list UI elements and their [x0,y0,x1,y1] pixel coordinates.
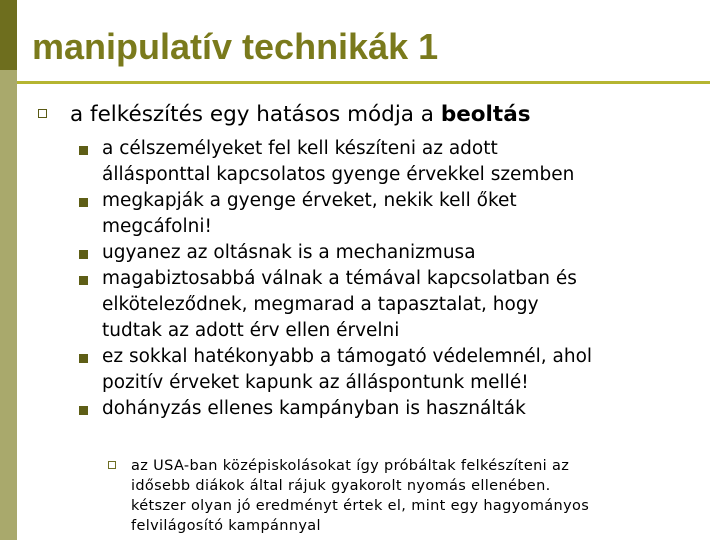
title-divider [17,81,710,84]
sub-bullet-text: ugyanez az oltásnak is a mechanizmusa [102,242,476,263]
filled-square-icon [79,406,88,415]
filled-square-icon [79,276,88,285]
sub-bullet-text: a célszemélyeket fel kell készíteni az adott állásponttal kapcsolatos gyenge érvekkel szemben [102,138,575,185]
filled-square-icon [79,146,88,155]
sub-bullet [79,240,699,266]
third-level-bullet [108,456,708,536]
sub-bullet [79,266,699,344]
filled-square-icon [79,250,88,259]
hollow-square-icon [108,461,116,469]
main-bullet-text-regular: a felkészítés egy hatásos módja a [70,102,441,127]
slide-title: manipulatív technikák 1 [32,26,439,67]
sub-bullet-text: dohányzás ellenes kampányban is használták [102,398,526,419]
main-bullet-text [70,101,531,129]
sub-bullet [79,188,699,240]
filled-square-icon [79,354,88,363]
third-level-bullet-text: az USA-ban középiskolásokat így próbáltak felkészíteni az idősebb diákok által rájuk gyakorolt nyomás ellenében. kétszer olyan jó eredményt értek el, mint egy hagyományos felvilágosító kampánnyal [131,458,590,534]
sub-bullet-list [79,136,699,422]
sidebar-dark-band [0,0,17,70]
sub-bullet [79,344,699,396]
sub-bullet [79,396,699,422]
sub-bullet-text: megkapják a gyenge érveket, nekik kell őket megcáfolni! [102,190,517,237]
hollow-square-icon [38,109,47,118]
main-bullet-text-bold: beoltás [440,102,531,127]
slide-sidebar [0,0,17,540]
sidebar-light-band [0,70,17,540]
filled-square-icon [79,198,88,207]
sub-bullet-text: magabiztosabbá válnak a témával kapcsolatban és elköteleződnek, megmarad a tapasztalat, hogy tudtak az adott érv ellen érvelni [102,268,577,341]
sub-bullet-text: ez sokkal hatékonyabb a támogató védelemnél, ahol pozitív érveket kapunk az álláspontunk mellé! [102,346,593,393]
sub-bullet [79,136,699,188]
